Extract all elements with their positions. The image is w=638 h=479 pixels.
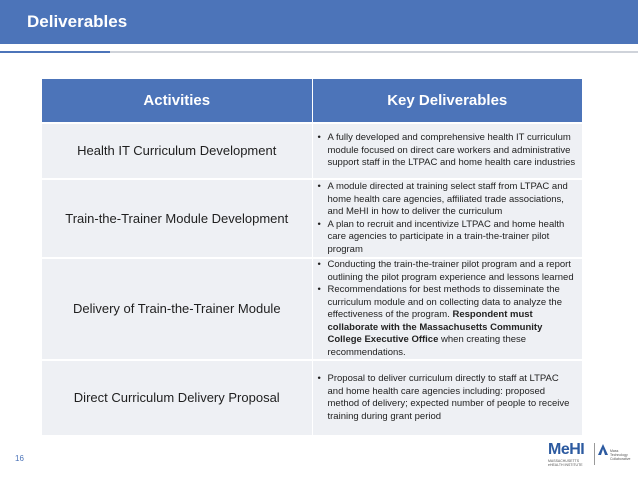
logo-subtitle: MASSACHUSETTS eHEALTH INSTITUTE <box>548 459 583 467</box>
divider-accent <box>0 51 110 53</box>
slide-title: Deliverables <box>27 12 128 31</box>
deliverable-item: • Conducting the train-the-trainer pilot program and a report outlining the pilot program experience and lessons learned <box>317 259 577 284</box>
logo-mark-icon <box>598 443 608 455</box>
page-number: 16 <box>15 454 24 463</box>
activity-cell: Train-the-Trainer Module Development <box>42 179 312 258</box>
deliverable-item: • Proposal to deliver curriculum directly to staff at LTPAC and home health care agencies including: proposed method of delivery; expected number of people to receive training during grant period <box>317 373 577 423</box>
logo-partner-text: Mass Technology Collaborative <box>610 449 631 461</box>
deliverables-cell <box>312 179 582 258</box>
activity-cell: Delivery of Train-the-Trainer Module <box>42 258 312 360</box>
deliverable-item: • A module directed at training select staff from LTPAC and home health care agencies, affiliated trade associations, and MeHI in how to deliver the curriculum <box>317 181 577 219</box>
deliverable-item: • A fully developed and comprehensive health IT curriculum module focused on direct care workers and administrative support staff in the LTPAC and home health care industries <box>317 132 577 170</box>
table-row <box>42 123 582 179</box>
mehi-logo <box>548 441 633 469</box>
deliverables-list <box>317 259 577 359</box>
column-header-key-deliverables: Key Deliverables <box>312 79 582 123</box>
table-header-row <box>42 79 582 123</box>
logo-wordmark: MeHI <box>548 441 585 458</box>
table-row <box>42 179 582 258</box>
deliverables-cell <box>312 258 582 360</box>
activity-cell: Health IT Curriculum Development <box>42 123 312 179</box>
deliverables-table <box>42 79 582 435</box>
activity-cell: Direct Curriculum Delivery Proposal <box>42 360 312 435</box>
logo-divider <box>594 443 595 465</box>
deliverables-list <box>317 181 577 256</box>
deliverable-item <box>317 284 577 359</box>
deliverable-item: • A plan to recruit and incentivize LTPAC and home health care agencies to participate in a train-the-trainer pilot program <box>317 219 577 257</box>
deliverables-cell <box>312 360 582 435</box>
table-row <box>42 360 582 435</box>
deliverable-text: Recommendations for best methods to disseminate the curriculum module and on collecting data to analyze the effectiveness of the program. <box>327 284 562 320</box>
deliverables-list <box>317 373 577 423</box>
table-row <box>42 258 582 360</box>
deliverable-text-tail: when creating these recommendations. <box>327 334 527 358</box>
deliverables-cell <box>312 123 582 179</box>
column-header-activities: Activities <box>42 79 312 123</box>
deliverable-emphasis: Respondent must collaborate with the Massachusetts Community College Executive Office <box>327 309 543 345</box>
deliverables-list <box>317 132 577 170</box>
